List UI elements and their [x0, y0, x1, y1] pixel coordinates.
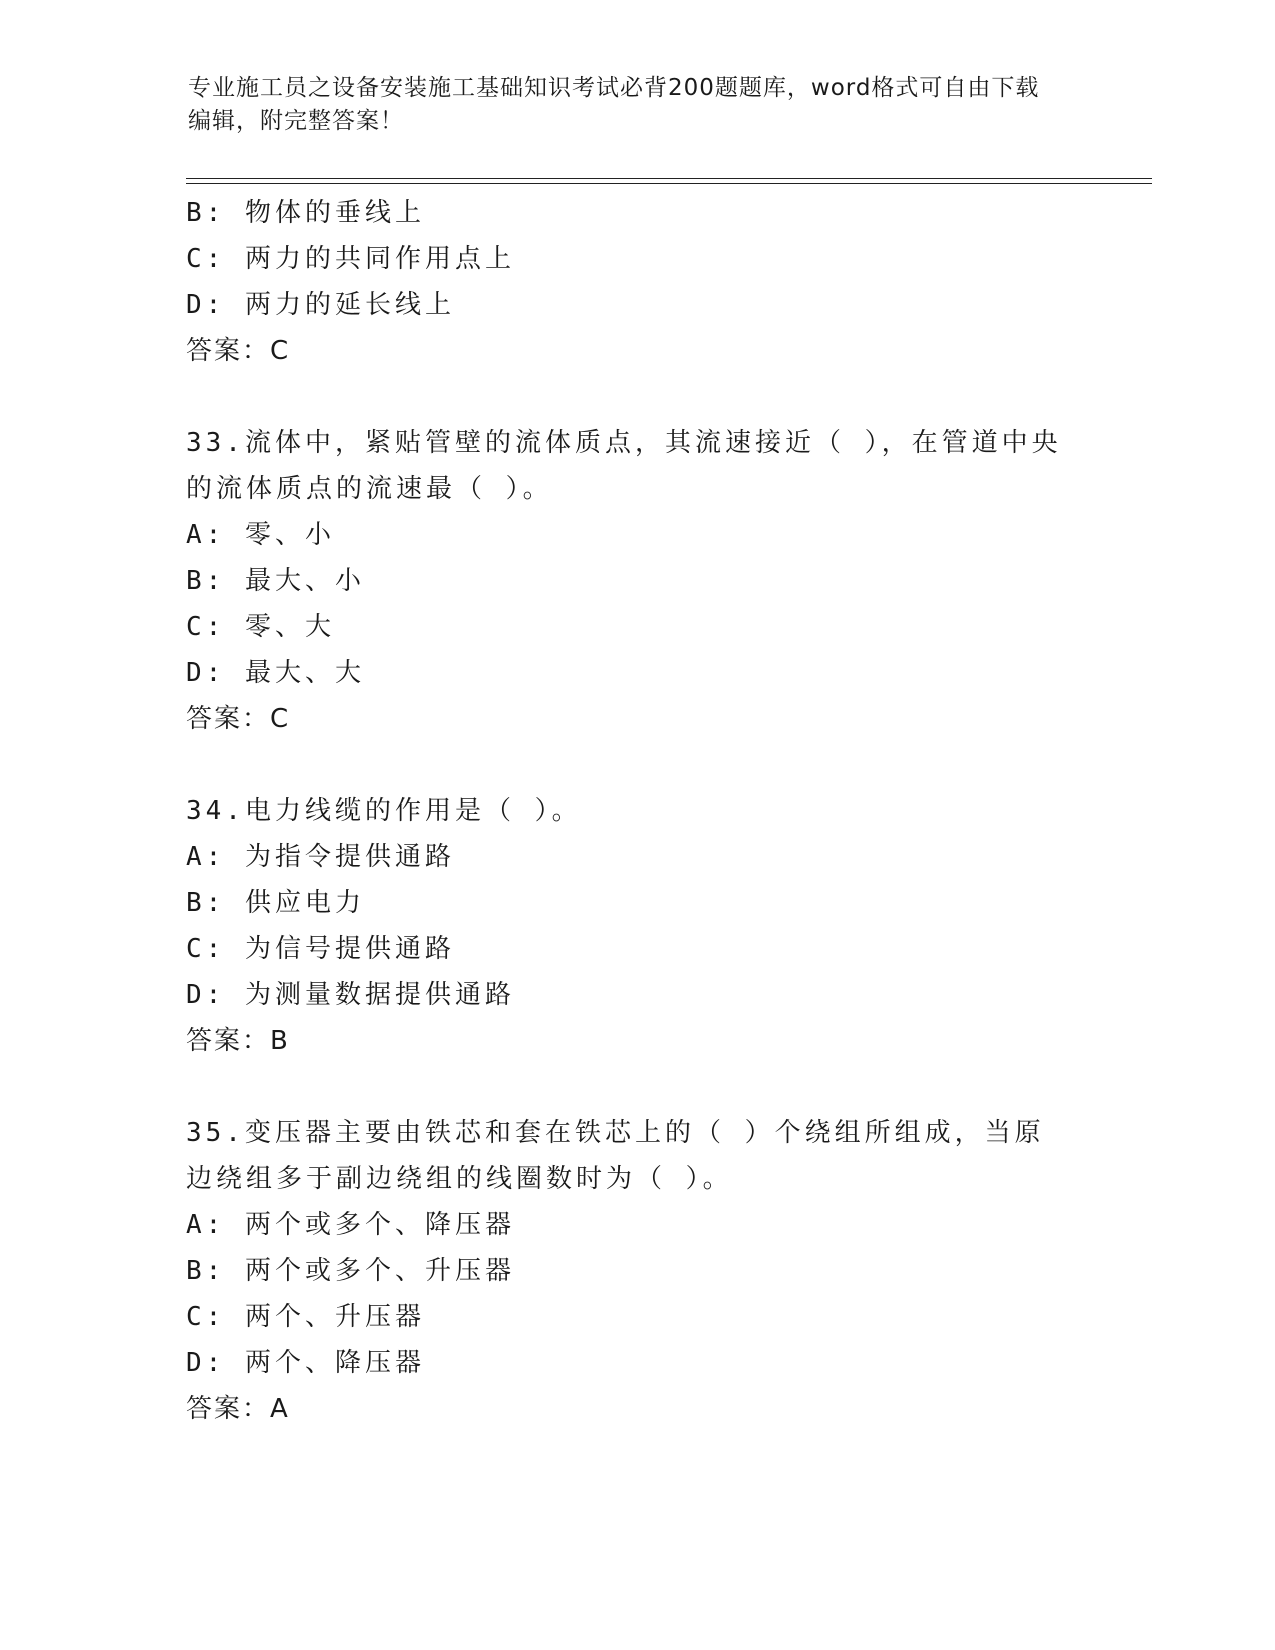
option-a: A: 零、小 [186, 520, 335, 550]
answer-line: 答案：A [186, 1394, 290, 1424]
header-divider-bottom [186, 183, 1152, 184]
option-b: B: 两个或多个、升压器 [186, 1256, 515, 1286]
option-c: C: 为信号提供通路 [186, 934, 455, 964]
option-c: C: 零、大 [186, 612, 335, 642]
option-a: A: 为指令提供通路 [186, 842, 455, 872]
question-stem: 34.电力线缆的作用是（ ）。 [186, 796, 582, 826]
header-divider-top [186, 178, 1152, 179]
answer-line: 答案：B [186, 1026, 290, 1056]
spacer [186, 742, 1066, 788]
document-header [188, 72, 1068, 138]
option-a: A: 两个或多个、降压器 [186, 1210, 515, 1240]
option-c: C: 两个、升压器 [186, 1302, 425, 1332]
document-title-line-2: 编辑，附完整答案！ [188, 108, 404, 134]
document-title-line-1: 专业施工员之设备安装施工基础知识考试必背200题题库，word格式可自由下载 [188, 75, 1040, 101]
option-b: B: 最大、小 [186, 566, 365, 596]
option-d: D: 两个、降压器 [186, 1348, 425, 1378]
question-33 [186, 420, 1066, 742]
option-d: D: 为测量数据提供通路 [186, 980, 515, 1010]
answer-line: 答案：C [186, 704, 291, 734]
answer-line: 答案：C [186, 336, 291, 366]
option-b: B: 供应电力 [186, 888, 365, 918]
option-d: D: 两力的延长线上 [186, 290, 455, 320]
question-stem: 35.变压器主要由铁芯和套在铁芯上的（ ）个绕组所组成，当原边绕组多于副边绕组的线圈数时为（ ）。 [186, 1118, 1045, 1194]
question-35 [186, 1110, 1066, 1432]
spacer [186, 374, 1066, 420]
document-body [186, 190, 1066, 1432]
option-c: C: 两力的共同作用点上 [186, 244, 515, 274]
spacer [186, 1064, 1066, 1110]
option-b: B: 物体的垂线上 [186, 198, 425, 228]
question-32-continuation [186, 190, 1066, 374]
question-stem: 33.流体中，紧贴管壁的流体质点，其流速接近（ ），在管道中央的流体质点的流速最（ ）。 [186, 428, 1062, 504]
question-34 [186, 788, 1066, 1064]
option-d: D: 最大、大 [186, 658, 365, 688]
